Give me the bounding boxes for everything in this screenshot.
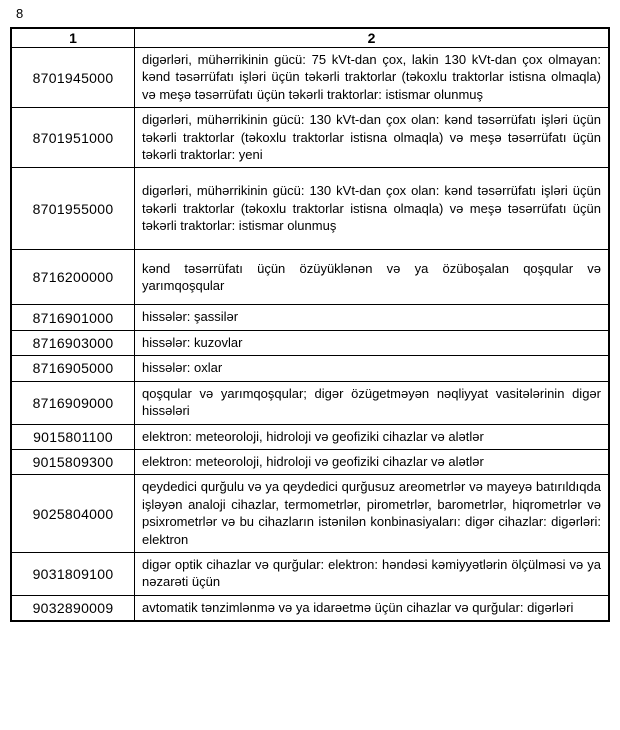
hs-code-cell: 9025804000 (11, 475, 135, 553)
table-row (11, 552, 609, 595)
description-cell: digərləri, mühərrikinin gücü: 75 kVt-dan çox, lakin 130 kVt-dan çox olmayan: kənd təsərrüfatı işləri üçün təkərli traktorlar (təkoxlu traktorlar istisna olmaqla) və meşə təsərrüfatı üçün təkərli traktorlar: istismar olunmuş (135, 48, 610, 108)
description-cell: hissələr: kuzovlar (135, 330, 610, 355)
table-row (11, 381, 609, 424)
description-cell: avtomatik tənzimlənmə və ya idarəetmə üçün cihazlar və qurğular: digərləri (135, 595, 610, 621)
table-row (11, 330, 609, 355)
description-cell: hissələr: oxlar (135, 356, 610, 381)
page-number: 8 (16, 6, 24, 21)
table-row (11, 424, 609, 449)
table-row (11, 48, 609, 108)
table-row (11, 168, 609, 249)
hs-code-cell: 8701951000 (11, 108, 135, 168)
tariff-code-table (10, 27, 610, 622)
table-row (11, 449, 609, 474)
hs-code-cell: 8701955000 (11, 168, 135, 249)
description-cell: hissələr: şassilər (135, 305, 610, 330)
table-body (11, 48, 609, 622)
hs-code-cell: 9031809100 (11, 552, 135, 595)
description-cell: qeydedici qurğulu və ya qeydedici qurğusuz areometrlər və mayeyə batırıldıqda işləyən analoji cihazlar, termometrlər, pirometrlər, barometrlər, hiqrometrlər və psixrometrlər və bu cihazların istənilən konbinasiyaları: digər cihazlar: digərləri: elektron (135, 475, 610, 553)
table-row (11, 249, 609, 305)
description-cell: qoşqular və yarımqoşqular; digər özügetməyən nəqliyyat vasitələrinin digər hissələri (135, 381, 610, 424)
description-cell: digərləri, mühərrikinin gücü: 130 kVt-dan çox olan: kənd təsərrüfatı işləri üçün təkərli traktorlar (təkoxlu traktorlar istisna olmaqla) və meşə təsərrüfatı üçün təkərli traktorlar: yeni (135, 108, 610, 168)
hs-code-cell: 8716901000 (11, 305, 135, 330)
hs-code-cell: 8701945000 (11, 48, 135, 108)
description-cell: elektron: meteoroloji, hidroloji və geofiziki cihazlar və alətlər (135, 449, 610, 474)
hs-code-cell: 9015809300 (11, 449, 135, 474)
description-cell: elektron: meteoroloji, hidroloji və geofiziki cihazlar və alətlər (135, 424, 610, 449)
description-cell: digərləri, mühərrikinin gücü: 130 kVt-dan çox olan: kənd təsərrüfatı işləri üçün təkərli traktorlar (təkoxlu traktorlar istisna olmaqla) və meşə təsərrüfatı üçün təkərli traktorlar: istismar olunmuş (135, 168, 610, 249)
header-row (11, 28, 609, 48)
hs-code-cell: 8716200000 (11, 249, 135, 305)
hs-code-cell: 8716909000 (11, 381, 135, 424)
table-row (11, 305, 609, 330)
table-header (11, 28, 609, 48)
column-header-description: 2 (135, 28, 610, 48)
description-cell: digər optik cihazlar və qurğular: elektron: həndəsi kəmiyyətlərin ölçülməsi və ya nəzarəti üçün (135, 552, 610, 595)
table-row (11, 475, 609, 553)
hs-code-cell: 8716903000 (11, 330, 135, 355)
table-row (11, 108, 609, 168)
column-header-code: 1 (11, 28, 135, 48)
hs-code-cell: 9015801100 (11, 424, 135, 449)
description-cell: kənd təsərrüfatı üçün özüyüklənən və ya özüboşalan qoşqular və yarımqoşqular (135, 249, 610, 305)
hs-code-cell: 8716905000 (11, 356, 135, 381)
table-row (11, 356, 609, 381)
table-row (11, 595, 609, 621)
hs-code-cell: 9032890009 (11, 595, 135, 621)
